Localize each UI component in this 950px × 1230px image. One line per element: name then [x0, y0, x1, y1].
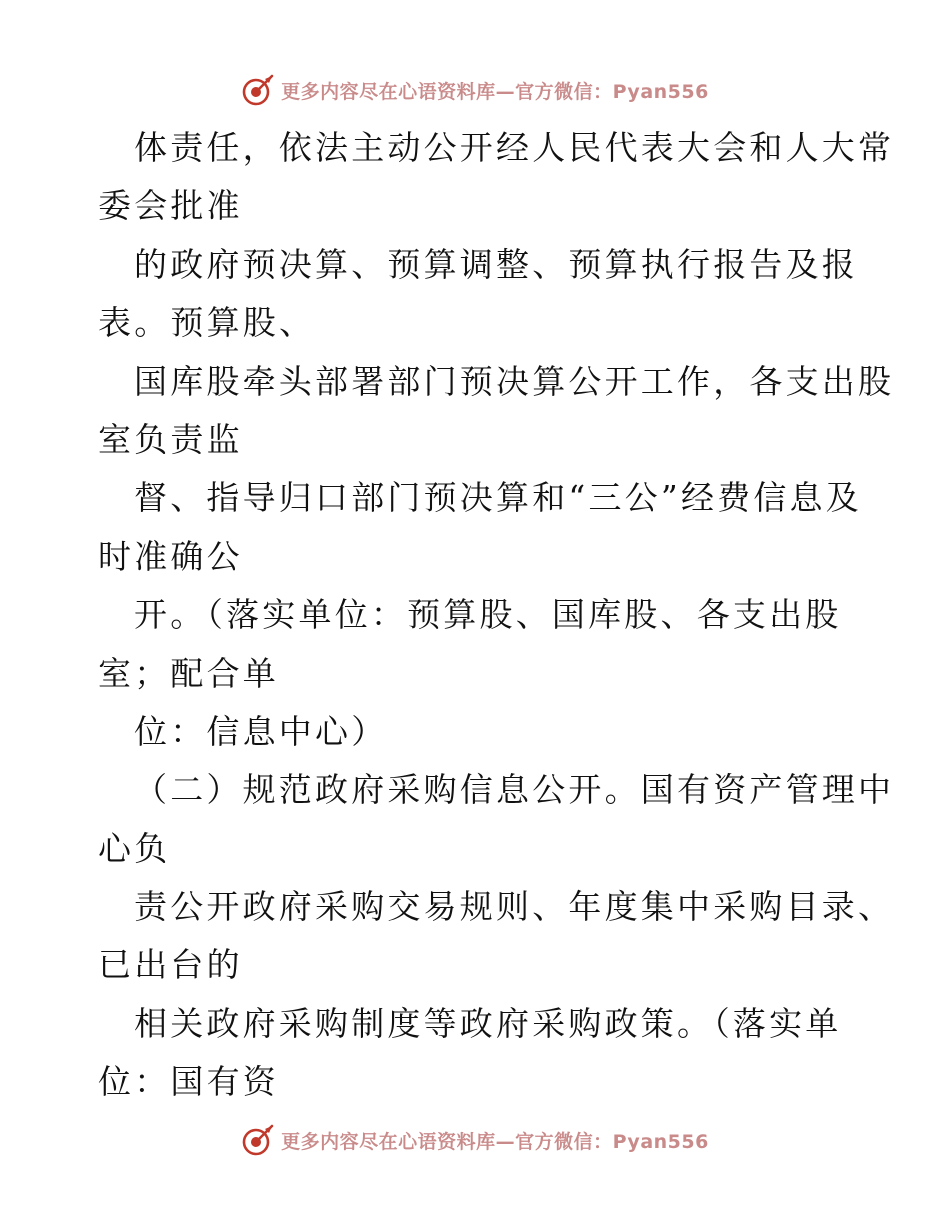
- text-line: 的政府预决算、预算调整、预算执行报告及报: [134, 244, 858, 284]
- text-line: 表。预算股、: [98, 303, 316, 343]
- text-line: 时准确公: [98, 536, 243, 576]
- text-line: 责公开政府采购交易规则、年度集中采购目录、: [134, 887, 895, 927]
- text-line: 位：信息中心）: [134, 711, 388, 751]
- text-line: 相关政府采购制度等政府采购政策。（落实单: [134, 1003, 842, 1043]
- text-line: 室；配合单: [98, 653, 279, 693]
- text-line: 室负责监: [98, 419, 243, 459]
- quill-seal-icon: [241, 1123, 275, 1157]
- watermark-header: [0, 70, 950, 110]
- watermark-footer: [0, 1120, 950, 1160]
- text-line: 位：国有资: [98, 1062, 279, 1102]
- text-line: 开。（落实单位：预算股、国库股、各支出股: [134, 595, 842, 635]
- text-line: （二）规范政府采购信息公开。国有资产管理中: [134, 770, 895, 810]
- document-body: [98, 119, 895, 1112]
- text-line: 已出台的: [98, 945, 243, 985]
- text-line: 国库股牵头部署部门预决算公开工作，各支出股: [134, 361, 895, 401]
- text-line: 督、指导归口部门预决算和“三公”经费信息及: [134, 478, 862, 518]
- text-line: 体责任，依法主动公开经人民代表大会和人大常: [134, 128, 895, 167]
- watermark-text: 更多内容尽在心语资料库—官方微信：Pyan556: [281, 80, 709, 103]
- text-line: 委会批准: [98, 186, 243, 226]
- quill-seal-icon: [241, 73, 275, 107]
- text-line: 心负: [98, 828, 171, 868]
- watermark-text: 更多内容尽在心语资料库—官方微信：Pyan556: [281, 1130, 709, 1153]
